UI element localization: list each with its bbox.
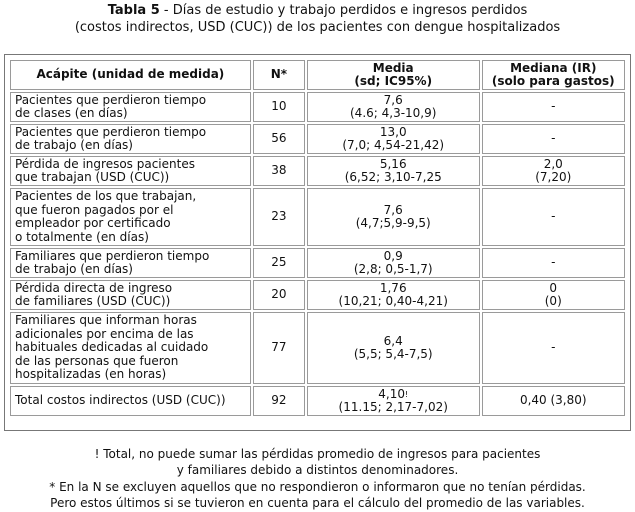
header-n: N*	[253, 60, 305, 90]
cell-label-total: Total costos indirectos (USD (CUC))	[10, 386, 251, 416]
cell-media-total-value: 4,10	[378, 386, 405, 401]
data-table	[8, 58, 627, 418]
cell-media-total-line-1	[312, 388, 475, 402]
footnote-n-line-2: Pero estos últimos si se tuvieron en cuenta para el cálculo del promedio de las variables.	[50, 496, 585, 510]
cell-media-total	[307, 386, 480, 416]
cell-label-line: Familiares que perdieron tiempo	[15, 248, 210, 263]
cell-label-line: de trabajo (en días)	[15, 138, 133, 152]
cell-mediana	[482, 188, 626, 246]
cell-label-line: de clases (en días)	[15, 106, 128, 120]
cell-media-line: 6,4	[383, 333, 403, 348]
header-mediana	[482, 60, 626, 90]
cell-label-line: Pacientes que perdieron tiempo	[15, 92, 207, 107]
cell-n: 56	[253, 124, 305, 154]
cell-mediana	[482, 248, 626, 278]
cell-mediana-line: (0)	[544, 294, 562, 308]
cell-media	[307, 280, 480, 310]
cell-media	[307, 156, 480, 186]
header-media-line-2: (sd; IC95%)	[354, 74, 433, 88]
cell-mediana-line: -	[551, 255, 556, 270]
footnote-n-line-1: * En la N se excluyen aquellos que no respondieron o informaron que no tenían pérdidas.	[49, 480, 586, 494]
table-row	[10, 312, 625, 384]
cell-label-line: Pérdida de ingresos pacientes	[15, 156, 195, 171]
cell-n: 25	[253, 248, 305, 278]
caption-label: Tabla 5	[107, 3, 160, 18]
cell-media-line: (2,8; 0,5-1,7)	[353, 262, 433, 276]
cell-label-line: Pacientes que perdieron tiempo	[15, 124, 207, 139]
cell-label	[10, 124, 251, 154]
cell-media-line: (4.6; 4,3-10,9)	[350, 106, 437, 120]
footnote-total-line-2: y familiares debido a distintos denominadores.	[176, 463, 459, 477]
cell-n: 20	[253, 280, 305, 310]
cell-mediana-line: -	[551, 340, 556, 355]
cell-mediana-line: 2,0	[543, 156, 563, 171]
cell-media-line: (6,52; 3,10-7,25	[344, 170, 442, 184]
cell-mediana	[482, 156, 626, 186]
table-row-total	[10, 386, 625, 416]
cell-label-line: de las personas que fueron	[15, 353, 179, 368]
cell-label	[10, 92, 251, 122]
header-mediana-line-2: (solo para gastos)	[491, 74, 615, 88]
cell-label-line: empleador por certificado	[15, 216, 171, 230]
cell-label-line: adicionales por encima de las	[15, 326, 194, 341]
cell-label-line: que fueron pagados por el	[15, 202, 174, 217]
cell-mediana-total: 0,40 (3,80)	[482, 386, 626, 416]
table-row	[10, 280, 625, 310]
cell-media-total-line-2: (11.15; 2,17-7,02)	[338, 400, 448, 414]
cell-mediana-line: 0	[549, 280, 558, 295]
table-row	[10, 92, 625, 122]
header-media-line-1: Media	[372, 60, 414, 75]
table-row	[10, 124, 625, 154]
cell-media-line: 5,16	[379, 156, 407, 171]
cell-media	[307, 248, 480, 278]
cell-mediana	[482, 92, 626, 122]
footnote-n	[0, 479, 635, 511]
cell-label	[10, 312, 251, 384]
table-row	[10, 248, 625, 278]
caption-line-1	[0, 2, 635, 19]
cell-media-line: 13,0	[379, 124, 407, 139]
cell-n: 23	[253, 188, 305, 246]
cell-media	[307, 188, 480, 246]
cell-label-line: Pérdida directa de ingreso	[15, 280, 173, 295]
header-mediana-line-1: Mediana (IR)	[510, 60, 597, 75]
cell-label-line: hospitalizadas (en horas)	[15, 367, 167, 382]
cell-mediana-line: -	[551, 131, 556, 146]
header-media	[307, 60, 480, 90]
cell-label-line: de familiares (USD (CUC))	[15, 294, 171, 308]
cell-label	[10, 188, 251, 246]
cell-media-line: 0,9	[383, 248, 403, 263]
cell-media	[307, 312, 480, 384]
cell-label-line: Pacientes de los que trabajan,	[15, 189, 197, 203]
footnote-total	[0, 446, 635, 478]
footnote-total-line-1: ! Total, no puede sumar las pérdidas promedio de ingresos para pacientes	[94, 447, 541, 461]
cell-media-line: (10,21; 0,40-4,21)	[338, 294, 448, 308]
cell-media-line: (7,0; 4,54-21,42)	[342, 138, 445, 152]
cell-mediana	[482, 280, 626, 310]
cell-label	[10, 156, 251, 186]
table-frame	[4, 54, 631, 431]
cell-media	[307, 92, 480, 122]
cell-label-line: de trabajo (en días)	[15, 262, 133, 276]
cell-media	[307, 124, 480, 154]
header-acapite: Acápite (unidad de medida)	[10, 60, 251, 90]
cell-mediana	[482, 312, 626, 384]
cell-n-total: 92	[253, 386, 305, 416]
cell-media-line: (4,7;5,9-9,5)	[355, 216, 431, 230]
table-row	[10, 188, 625, 246]
cell-mediana	[482, 124, 626, 154]
cell-label-line: o totalmente (en días)	[15, 229, 149, 244]
cell-media-line: (5,5; 5,4-7,5)	[353, 347, 433, 361]
cell-mediana-line: -	[551, 209, 556, 224]
cell-label	[10, 248, 251, 278]
cell-media-line: 7,6	[383, 92, 403, 107]
cell-n: 10	[253, 92, 305, 122]
cell-mediana-line: -	[551, 99, 556, 114]
table-caption	[0, 2, 635, 36]
cell-label-line: Familiares que informan horas	[15, 313, 197, 328]
cell-label	[10, 280, 251, 310]
cell-label-line: que trabajan (USD (CUC))	[15, 170, 170, 184]
caption-line-2: (costos indirectos, USD (CUC)) de los pacientes con dengue hospitalizados	[74, 20, 561, 35]
cell-label-line: habituales dedicadas al cuidado	[15, 340, 209, 355]
footnote-mark: !	[404, 389, 409, 399]
cell-mediana-line: (7,20)	[535, 170, 572, 184]
table-body	[10, 92, 625, 416]
cell-media-line: 1,76	[379, 280, 407, 295]
table-row	[10, 156, 625, 186]
caption-text-1: - Días de estudio y trabajo perdidos e ingresos perdidos	[159, 3, 528, 18]
cell-n: 77	[253, 312, 305, 384]
cell-media-line: 7,6	[383, 202, 403, 217]
header-row	[10, 60, 625, 90]
cell-n: 38	[253, 156, 305, 186]
